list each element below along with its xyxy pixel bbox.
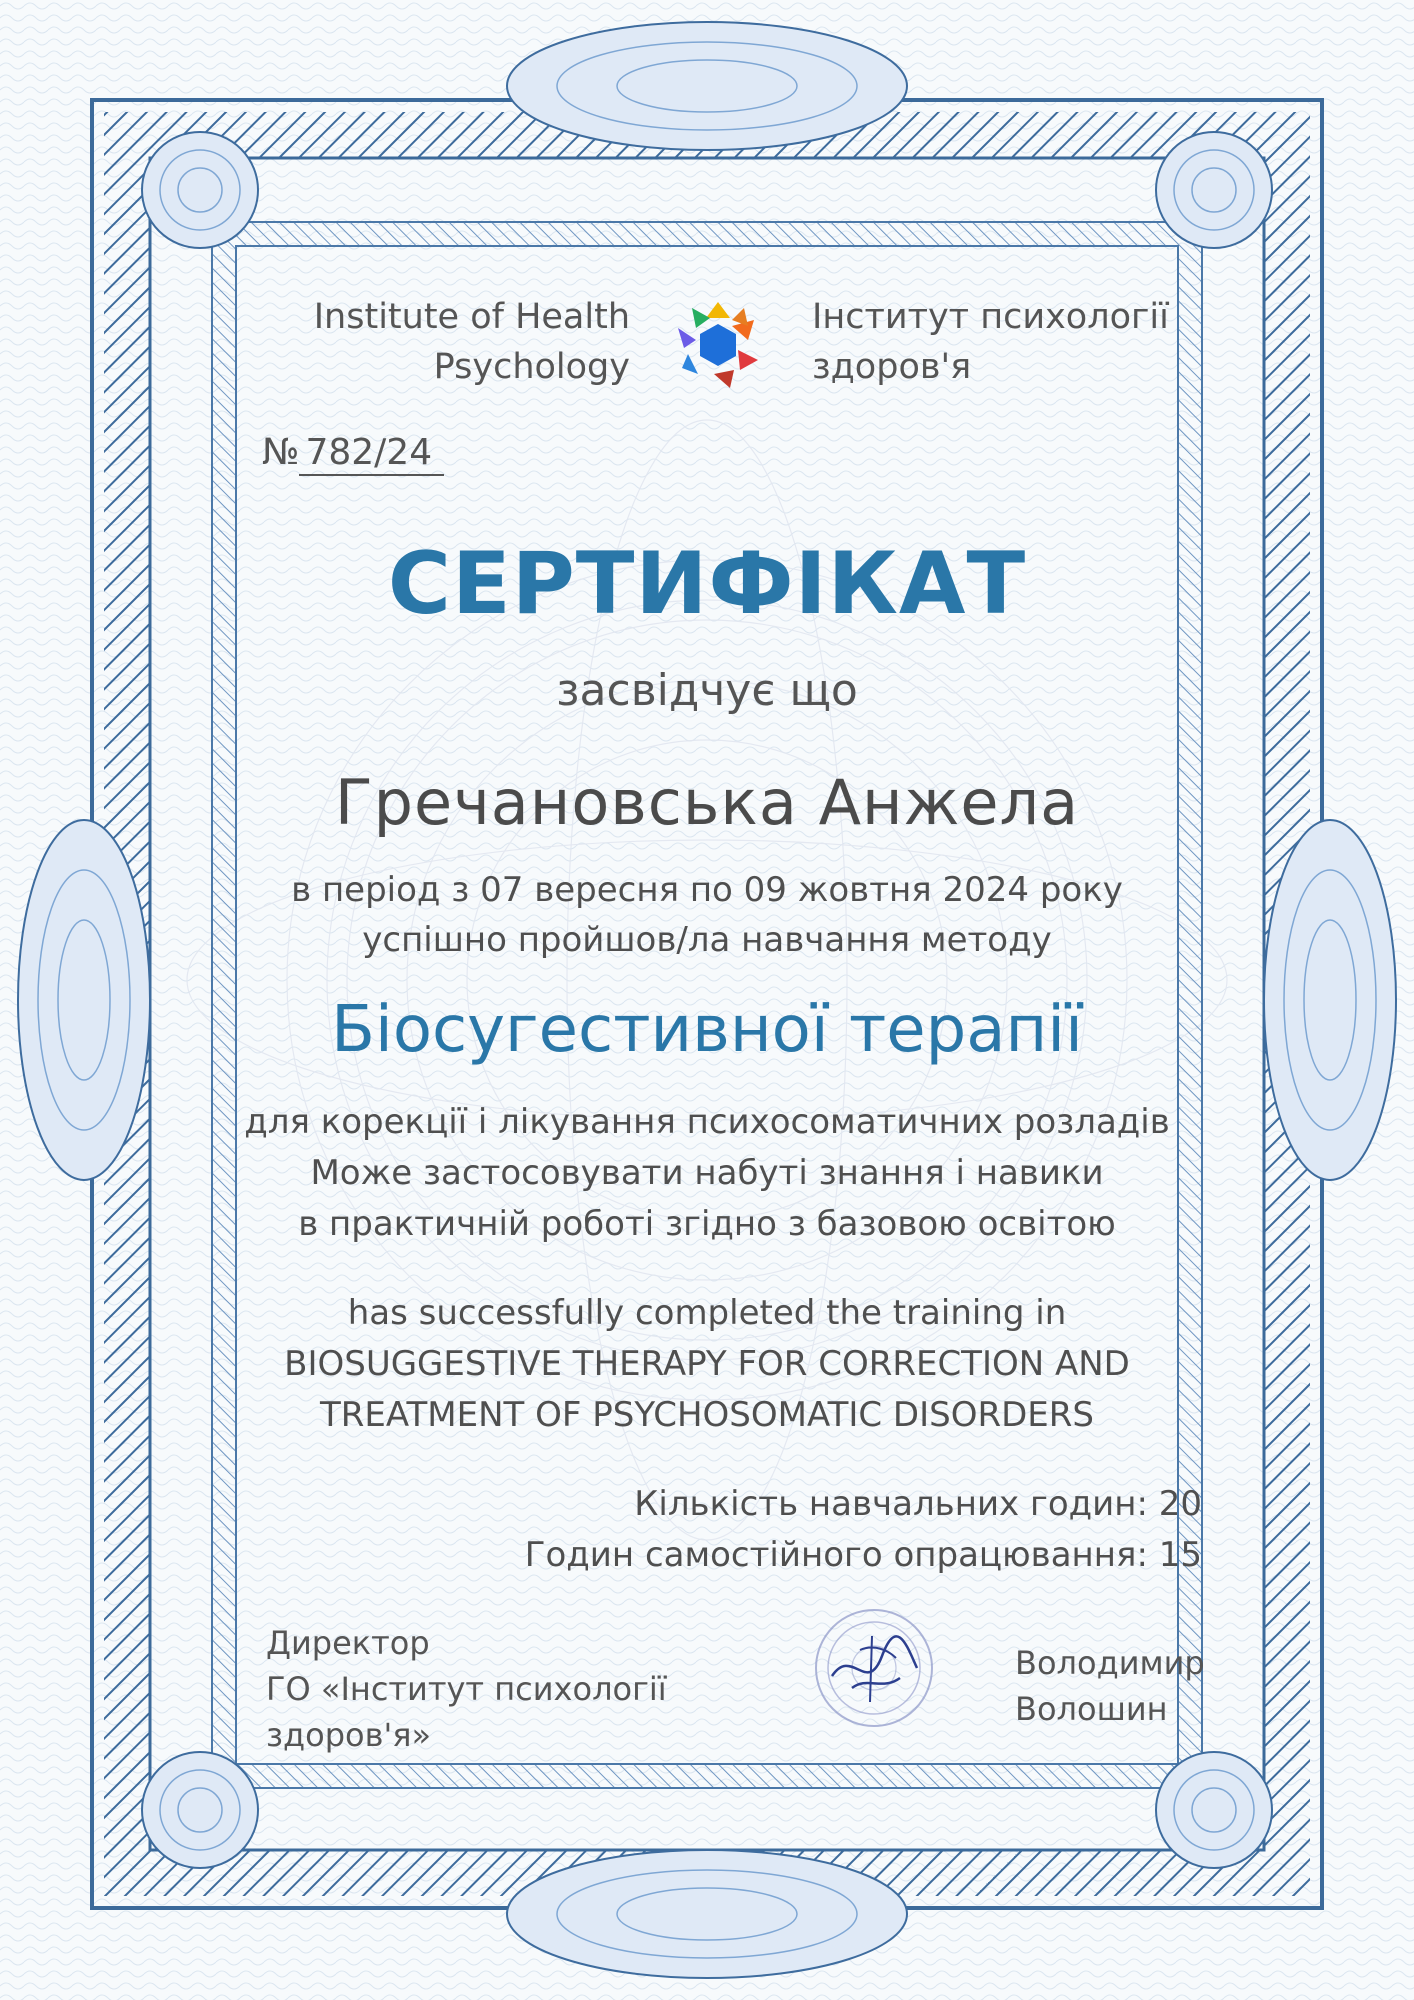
director-title-line1: Директор (266, 1624, 430, 1662)
certificate-number-value: 782/24 (299, 432, 444, 476)
certifies-text: засвідчує що (556, 665, 858, 716)
director-title (266, 1620, 667, 1758)
signer-name-line2: Волошин (1015, 1690, 1168, 1728)
purpose-line-2: Може застосовувати набуті знання і навики (310, 1153, 1104, 1193)
completed-line: успішно пройшов/ла навчання методу (362, 920, 1052, 960)
purpose-line-1: для корекції і лікування психосоматичних розладів (244, 1102, 1170, 1142)
period-line: в період з 07 вересня по 09 жовтня 2024 року (291, 870, 1123, 910)
certificate-number-prefix: № (262, 432, 300, 473)
certificate-title: СЕРТИФІКАТ (387, 534, 1027, 634)
organization-name-ua-line1: Інститут психології (812, 297, 1169, 337)
organization-name-en (240, 292, 630, 392)
organization-name-en-line1: Institute of Health (313, 297, 630, 337)
director-title-line2: ГО «Інститут психології (266, 1670, 667, 1708)
purpose-line-3: в практичній роботі згідно з базовою освітою (298, 1204, 1116, 1244)
signer-name-line1: Володимир (1015, 1644, 1205, 1682)
organization-name-ua-line2: здоров'я (812, 347, 972, 387)
english-line-3: TREATMENT OF PSYCHOSOMATIC DISORDERS (320, 1395, 1094, 1435)
signer-name (1015, 1640, 1205, 1732)
english-line-2: BIOSUGGESTIVE THERAPY FOR CORRECTION AND (284, 1344, 1130, 1384)
training-hours: Кількість навчальних годин: 20 (634, 1484, 1202, 1524)
director-title-line3: здоров'я» (266, 1716, 432, 1754)
certificate-number (262, 432, 444, 476)
recipient-name: Гречановська Анжела (334, 766, 1080, 839)
organization-name-en-line2: Psychology (433, 347, 630, 387)
method-name: Біосугестивної терапії (331, 993, 1083, 1067)
self-study-hours: Годин самостійного опрацювання: 15 (524, 1535, 1202, 1575)
hexagon-logo-icon (668, 298, 768, 390)
seal-stamp-icon (812, 1606, 936, 1730)
english-line-1: has successfully completed the training in (347, 1293, 1067, 1333)
organization-name-ua (812, 292, 1232, 392)
